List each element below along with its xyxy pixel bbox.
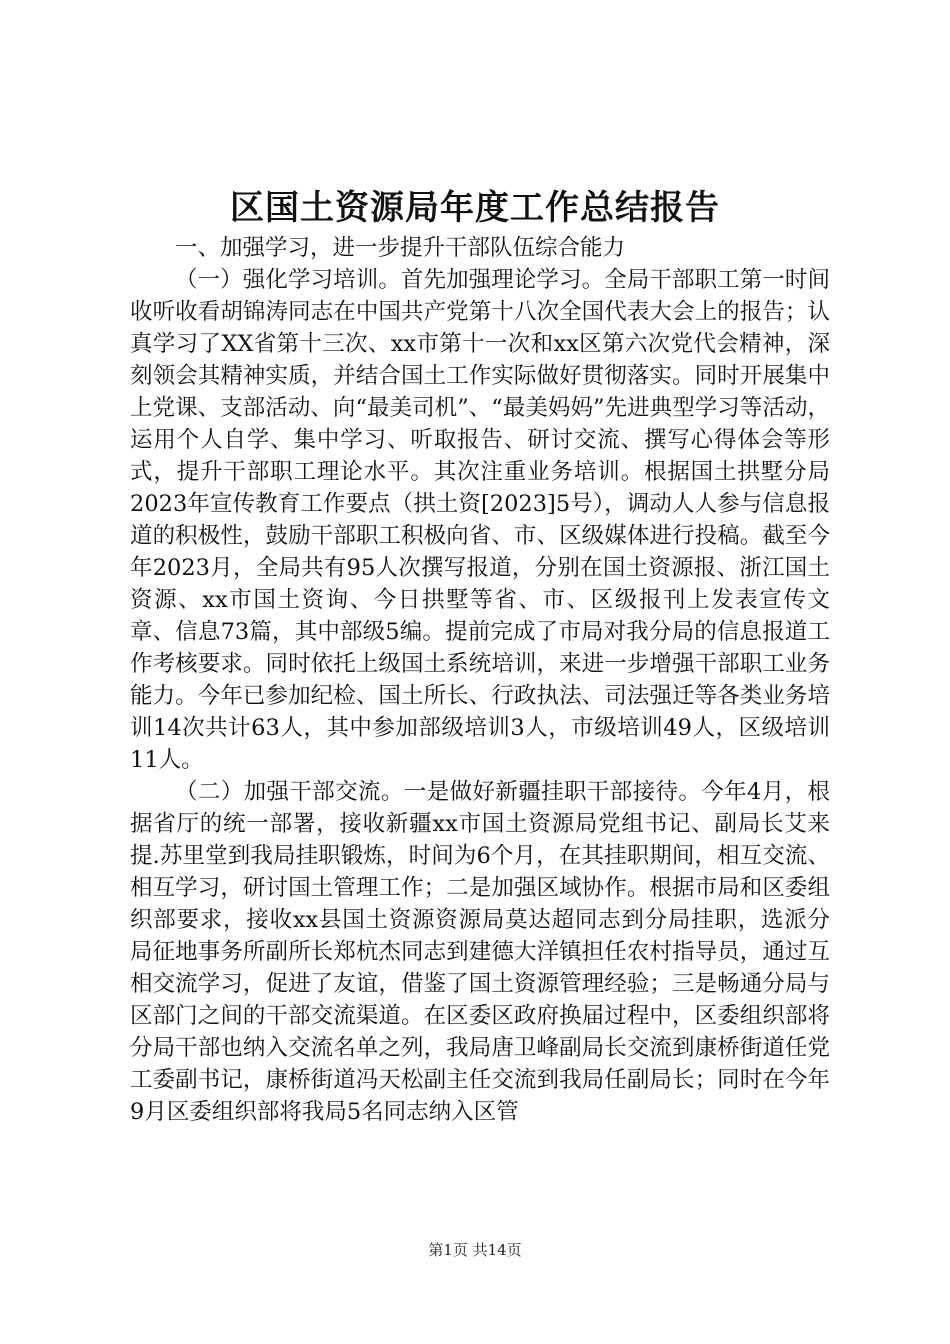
page-number-footer: 第1页 共14页 — [428, 1241, 522, 1259]
paragraph-study-training: （一）强化学习培训。首先加强理论学习。全局干部职工第一时间收听收看胡锦涛同志在中国共产党第十八次全国代表大会上的报告；认真学习了XX省第十三次、xx市第十一次和xx区第六次党代会精神，深刻领会其精神实质，并结合国土工作实际做好贯彻落实。同时开展集中上党课、支部活动、向“最美司机”、“最美妈妈”先进典型学习等活动，运用个人自学、集中学习、听取报告、研讨交流、撰写心得体会等形式，提升干部职工理论水平。其次注重业务培训。根据国土拱墅分局2023年宣传教育工作要点（拱土资[2023]5号），调动人人参与信息报道的积极性，鼓励干部职工积极向省、市、区级媒体进行投稿。截至今年2023月，全局共有95人次撰写报道，分别在国土资源报、浙江国土资源、xx市国土资询、今日拱墅等省、市、区级报刊上发表宣传文章、信息73篇，其中部级5编。提前完成了市局对我分局的信息报道工作考核要求。同时依托上级国土系统培训，来进一步增强干部职工业务能力。今年已参加纪检、国土所长、行政执法、司法强迁等各类业务培训14次共计63人，其中参加部级培训3人，市级培训49人，区级培训11人。 — [130, 267, 830, 773]
document-body — [130, 232, 830, 1128]
document-title: 区国土资源局年度工作总结报告 — [230, 188, 720, 228]
section-heading: 一、加强学习，进一步提升干部队伍综合能力 — [175, 235, 626, 261]
paragraph-cadre-exchange: （二）加强干部交流。一是做好新疆挂职干部接待。今年4月，根据省厅的统一部署，接收新疆xx市国土资源局党组书记、副局长艾来提.苏里堂到我局挂职锻炼，时间为6个月，在其挂职期间，相互交流、相互学习，研讨国土管理工作；二是加强区域协作。根据市局和区委组织部要求，接收xx县国土资源资源局莫达超同志到分局挂职，选派分局征地事务所副所长郑杭杰同志到建德大洋镇担任农村指导员，通过互相交流学习，促进了友谊，借鉴了国土资源管理经验；三是畅通分局与区部门之间的干部交流渠道。在区委区政府换届过程中，区委组织部将分局干部也纳入交流名单之列，我局唐卫峰副局长交流到康桥街道任党工委副书记，康桥街道冯天松副主任交流到我局任副局长；同时在今年9月区委组织部将我局5名同志纳入区管 — [130, 779, 830, 1125]
